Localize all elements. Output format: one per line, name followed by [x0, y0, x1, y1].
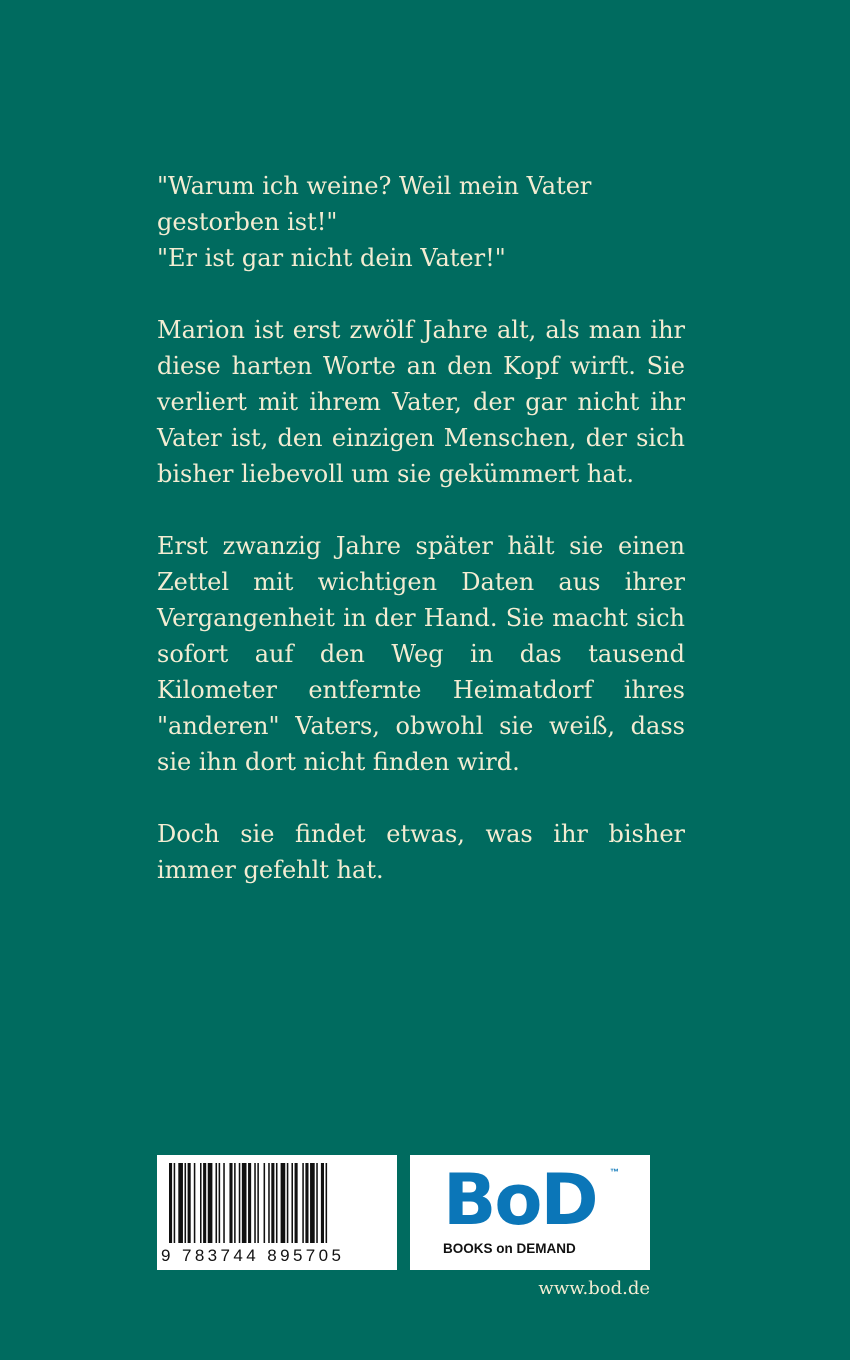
barcode-bar: [174, 1163, 176, 1243]
barcode-bar: [302, 1163, 304, 1243]
paragraph-1: Marion ist erst zwölf Jahre alt, als man ihr diese harten Worte an den Kopf wirft. Sie verliert mit ihrem Vater, der gar nicht ihr Vater ist, den einzigen Menschen, der sich bisher liebevoll um sie gekümmert hat.: [157, 316, 685, 488]
trademark-mark: ™: [610, 1167, 619, 1177]
barcode-bar: [295, 1163, 298, 1243]
barcode-bar: [216, 1163, 218, 1243]
publisher-logo: [410, 1155, 650, 1270]
barcode-bar: [268, 1163, 270, 1243]
barcode-bar: [316, 1163, 318, 1243]
barcode-bar: [321, 1163, 324, 1243]
barcode-bar: [276, 1163, 278, 1243]
barcode-bar: [326, 1163, 328, 1243]
barcode-bar: [254, 1163, 256, 1243]
quote-line-2: "Er ist gar nicht dein Vater!": [157, 244, 506, 272]
paragraph-3: Doch sie findet etwas, was ihr bisher immer gefehlt hat.: [157, 820, 685, 884]
opening-quote: [157, 168, 685, 276]
quote-line-1: "Warum ich weine? Weil mein Vater gestorben ist!": [157, 172, 592, 236]
barcode-bar: [281, 1163, 286, 1243]
barcode-bar: [271, 1163, 274, 1243]
barcode-bar: [310, 1163, 315, 1243]
barcode-bar: [178, 1163, 183, 1243]
barcode-bar: [194, 1163, 196, 1243]
isbn-barcode: [157, 1155, 397, 1270]
barcode-bar: [264, 1163, 266, 1243]
isbn-digits: 9 783744 895705: [161, 1246, 345, 1265]
barcode-bar: [229, 1163, 232, 1243]
barcode-bar: [257, 1163, 259, 1243]
barcode-bar: [200, 1163, 202, 1243]
blurb-text: [157, 168, 685, 924]
barcode-bar: [203, 1163, 206, 1243]
barcode-bar: [219, 1163, 221, 1243]
barcode-bar: [291, 1163, 293, 1243]
barcode-bar: [234, 1163, 236, 1243]
barcode-bar: [239, 1163, 241, 1243]
bod-logo-text: BoD: [443, 1159, 597, 1241]
barcode-bar: [185, 1163, 187, 1243]
barcode-bar: [188, 1163, 191, 1243]
barcode-bar: [223, 1163, 225, 1243]
publisher-tagline: BOOKS on DEMAND: [443, 1241, 576, 1256]
barcode-bar: [248, 1163, 251, 1243]
barcode-bar: [305, 1163, 308, 1243]
paragraph-2: Erst zwanzig Jahre später hält sie einen Zettel mit wichtigen Daten aus ihrer Vergangenheit in der Hand. Sie macht sich sofort auf den Weg in das tausend Kilometer entfernte Heimatdorf ihres "anderen" Vaters, obwohl sie weiß, dass sie ihn dort nicht finden wird.: [157, 532, 685, 776]
publisher-website: www.bod.de: [538, 1278, 650, 1299]
barcode-bar: [287, 1163, 289, 1243]
barcode-bar: [242, 1163, 247, 1243]
barcode-bars: [167, 1163, 387, 1243]
barcode-bar: [208, 1163, 213, 1243]
barcode-bar: [169, 1163, 172, 1243]
